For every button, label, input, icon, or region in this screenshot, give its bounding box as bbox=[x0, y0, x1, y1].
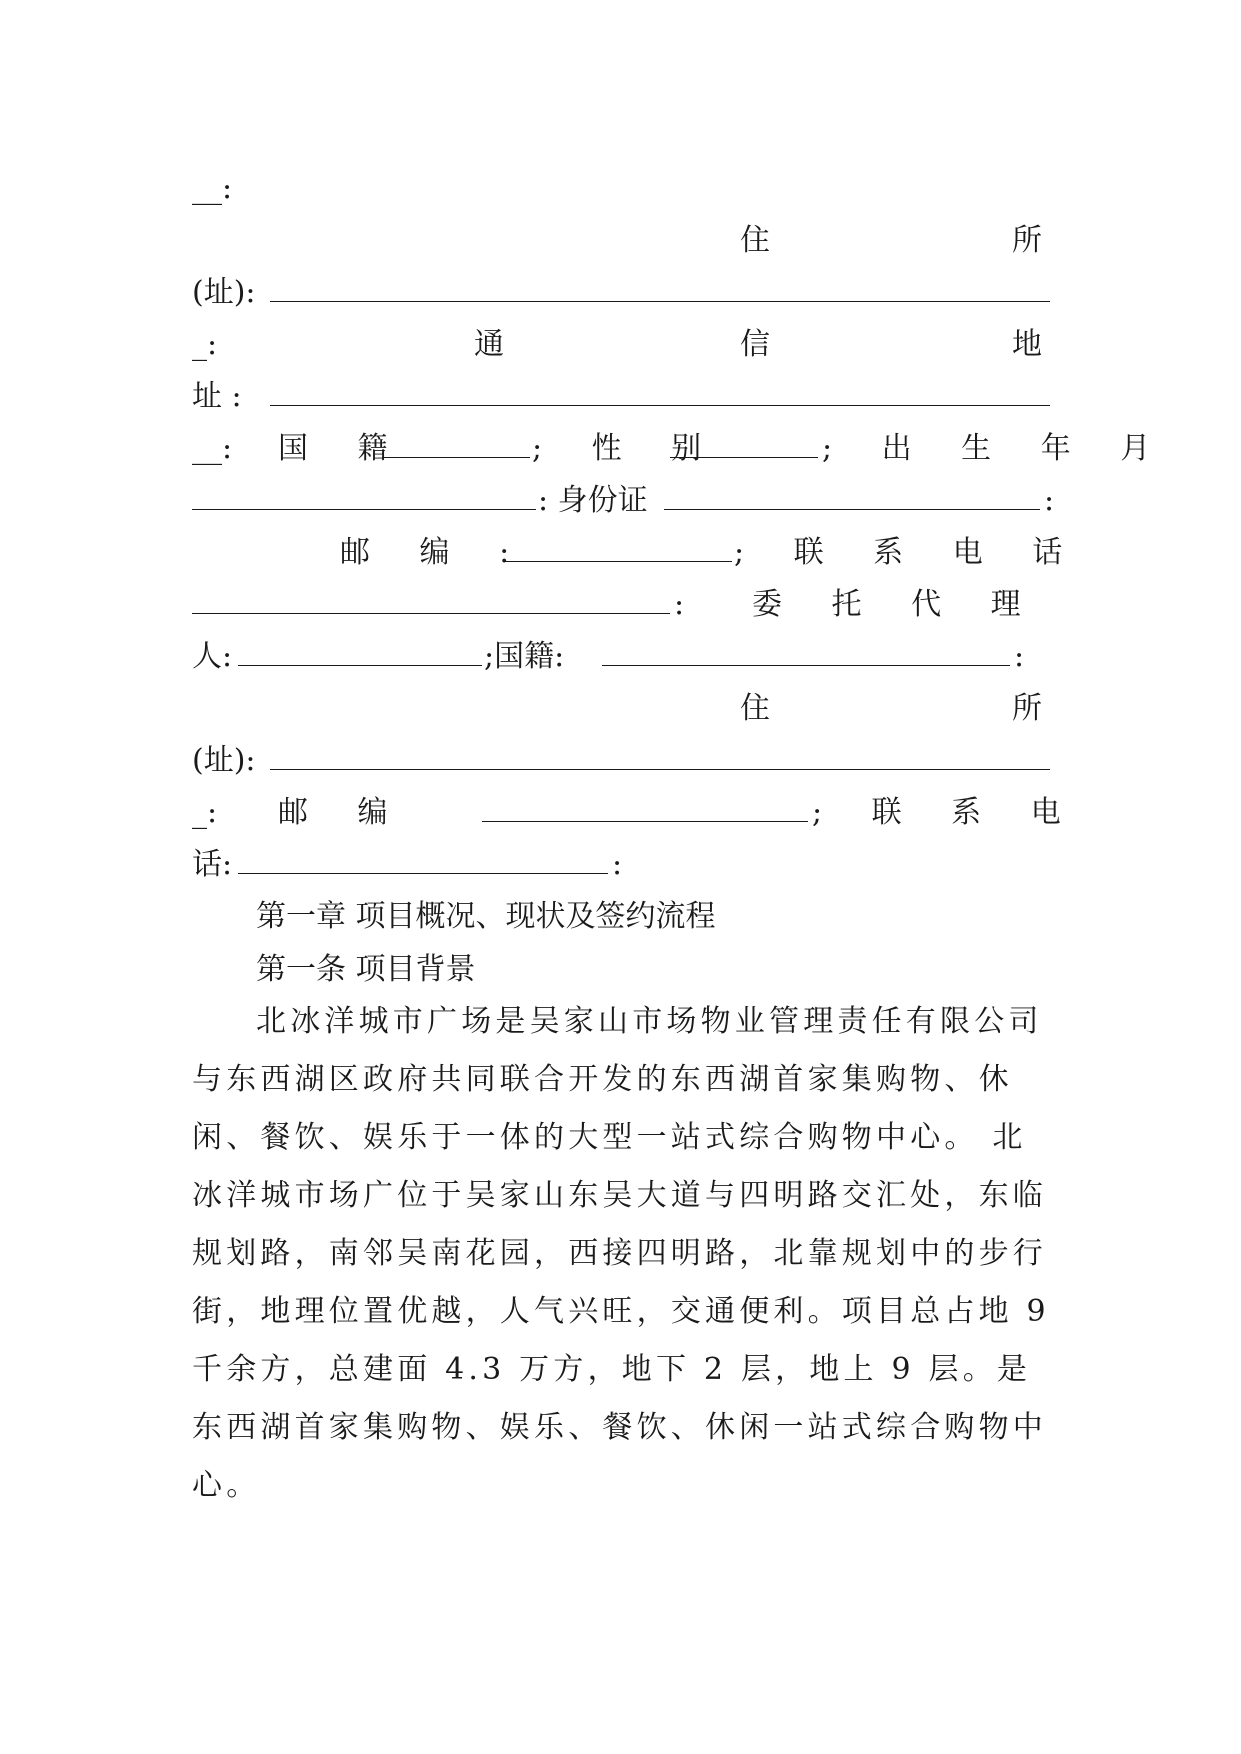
form-label: : 身份证 bbox=[538, 483, 648, 518]
article-title: 第一条 项目背景 bbox=[256, 952, 476, 987]
form-label: 邮 编 : bbox=[340, 535, 530, 570]
postcode-field[interactable] bbox=[504, 533, 732, 573]
form-text: : bbox=[1044, 483, 1055, 518]
form-label: (址): bbox=[192, 743, 256, 778]
form-label: 邮 编 bbox=[278, 795, 408, 830]
form-text: : bbox=[674, 587, 685, 622]
form-label: 址 : bbox=[192, 379, 242, 414]
form-text: 所 bbox=[1012, 223, 1042, 258]
gender-field[interactable] bbox=[670, 429, 818, 469]
chapter-title: 第一章 项目概况、现状及签约流程 bbox=[256, 899, 716, 934]
agent-postcode-field[interactable] bbox=[482, 793, 808, 833]
form-label: ; 联 系 电 话 bbox=[734, 535, 1083, 570]
form-line bbox=[192, 221, 1054, 261]
form-label: 国 籍 bbox=[278, 431, 408, 466]
form-label: ; 出 生 年 月 bbox=[822, 431, 1171, 466]
form-text: 住 bbox=[740, 691, 770, 726]
form-line bbox=[192, 325, 1054, 365]
form-line bbox=[192, 689, 1054, 729]
form-text: 所 bbox=[1012, 691, 1042, 726]
agent-address-field[interactable] bbox=[270, 741, 1050, 781]
form-label: (址): bbox=[192, 275, 256, 310]
form-line bbox=[192, 741, 1054, 781]
id-card-field[interactable] bbox=[664, 481, 1040, 521]
phone-field[interactable] bbox=[192, 585, 670, 625]
form-line bbox=[192, 845, 1054, 885]
form-label: ; 联 系 电 bbox=[812, 795, 1081, 830]
form-text: : bbox=[1014, 639, 1025, 674]
nationality-field[interactable] bbox=[382, 429, 530, 469]
form-text: 地 bbox=[1012, 327, 1042, 362]
form-text: 信 bbox=[740, 327, 770, 362]
form-text: __: bbox=[192, 431, 233, 466]
form-line bbox=[192, 273, 1054, 313]
form-line bbox=[192, 793, 1081, 833]
form-line bbox=[192, 533, 1083, 573]
form-text: _: bbox=[192, 327, 218, 362]
form-text: __: bbox=[192, 171, 233, 206]
address-field[interactable] bbox=[270, 273, 1050, 313]
birth-date-field[interactable] bbox=[192, 481, 536, 521]
form-line bbox=[192, 377, 1054, 417]
form-line bbox=[192, 637, 1054, 677]
body-paragraph: 北冰洋城市广场是吴家山市场物业管理责任有限公司与东西湖区政府共同联合开发的东西湖首家集购物、休闲、餐饮、娱乐于一体的大型一站式综合购物中心。 北冰洋城市场广位于吴家山东吴大道与四明路交汇处，东临规划路，南邻吴南花园，西接四明路，北靠规划中的步行街，地理位置优越，人气兴旺，交通便利。项目总占地 9 千余方，总建面 4.3 万方，地下 2 层，地上 9 层。是东西湖首家集购物、娱乐、餐饮、休闲一站式综合购物中心。 bbox=[192, 1004, 1050, 1503]
form-line bbox=[192, 481, 1054, 521]
form-label: 话: bbox=[192, 847, 233, 882]
form-text: 住 bbox=[740, 223, 770, 258]
agent-phone-field[interactable] bbox=[238, 845, 608, 885]
form-line bbox=[192, 169, 1054, 209]
form-text: 通 bbox=[474, 327, 504, 362]
agent-name-field[interactable] bbox=[238, 637, 482, 677]
form-label: ; 性 别 bbox=[532, 431, 722, 466]
form-label: 委 托 代 理 bbox=[752, 587, 1041, 622]
form-label: 人: bbox=[192, 639, 233, 674]
mailing-address-field[interactable] bbox=[270, 377, 1050, 417]
form-line bbox=[192, 585, 1054, 625]
form-line bbox=[192, 429, 1171, 469]
form-text: : bbox=[612, 847, 623, 882]
agent-nationality-field[interactable] bbox=[602, 637, 1010, 677]
form-label: ;国籍: bbox=[484, 639, 565, 674]
form-text: _: bbox=[192, 795, 218, 830]
